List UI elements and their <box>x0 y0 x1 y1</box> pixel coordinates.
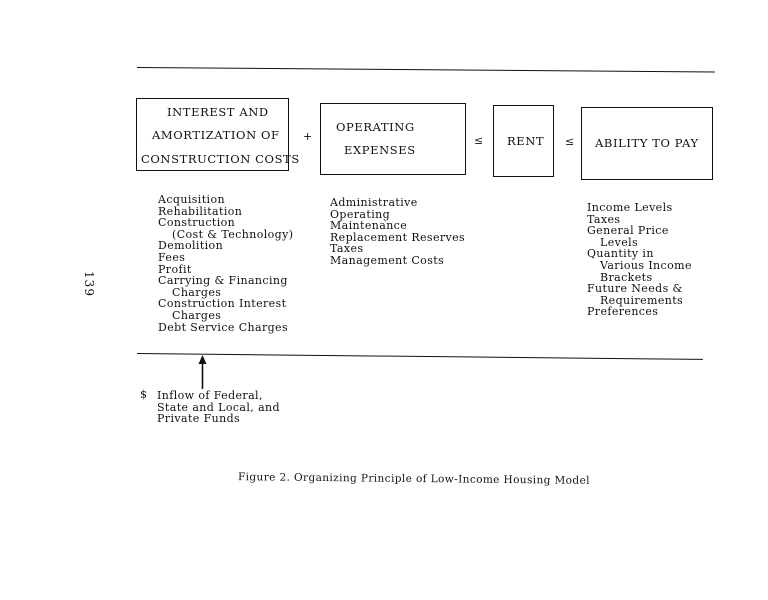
list-item: Profit <box>158 262 192 276</box>
operating-box-line-1: OPERATING <box>336 120 415 134</box>
interest-amortization-box <box>136 98 300 171</box>
inflow-text <box>157 390 280 425</box>
operating-component-list <box>330 197 465 267</box>
list-item: Operating <box>330 207 391 221</box>
less-equal-operator-2: ≤ <box>565 135 575 148</box>
list-item: Fees <box>158 250 186 264</box>
list-item: General Price <box>587 224 669 238</box>
inflow-arrow <box>195 355 211 391</box>
operating-box-line-2: EXPENSES <box>344 143 416 157</box>
operating-expenses-box <box>320 103 466 175</box>
plus-operator: + <box>303 130 313 143</box>
bottom-rule <box>137 353 703 360</box>
less-equal-operator-1: ≤ <box>474 134 484 147</box>
list-item: Rehabilitation <box>158 204 243 218</box>
list-item: Quantity in <box>587 247 654 261</box>
list-item: Replacement Reserves <box>330 230 466 244</box>
ability-to-pay-box <box>581 107 713 180</box>
list-item: Preferences <box>587 305 659 319</box>
inflow-line: Private Funds <box>157 412 241 426</box>
list-item: Requirements <box>600 293 684 307</box>
inflow-symbol: $ <box>140 388 148 401</box>
list-item: Various Income <box>600 258 692 272</box>
rent-box <box>493 105 554 177</box>
page-number: 139 <box>81 271 96 297</box>
list-item: Future Needs & <box>587 282 683 296</box>
list-item: Maintenance <box>330 219 408 233</box>
arrow-head <box>199 355 207 364</box>
ability-box-label: ABILITY TO PAY <box>595 136 699 150</box>
list-item: Levels <box>600 235 639 249</box>
top-rule <box>137 67 715 73</box>
figure-caption: Figure 2. Organizing Principle of Low-Income Housing Model <box>237 471 591 487</box>
list-item: Carrying & Financing <box>158 274 288 288</box>
ability-component-list <box>587 202 692 318</box>
list-item: Brackets <box>600 270 653 284</box>
list-item: Income Levels <box>587 201 673 214</box>
inflow-line: State and Local, and <box>157 400 280 414</box>
list-item: Taxes <box>330 242 364 256</box>
list-item: Acquisition <box>158 193 225 206</box>
list-item: Charges <box>172 308 222 322</box>
list-item: Management Costs <box>330 253 445 267</box>
interest-box-line-3: CONSTRUCTION COSTS <box>141 152 300 166</box>
list-item: Construction Interest <box>158 297 287 311</box>
list-item: Debt Service Charges <box>158 320 289 334</box>
interest-box-line-1: INTEREST AND <box>167 105 269 119</box>
rent-box-label: RENT <box>507 134 545 148</box>
list-item: Construction <box>158 216 236 230</box>
list-item: Charges <box>172 285 222 299</box>
list-item: Taxes <box>587 212 621 226</box>
list-item: Demolition <box>158 239 224 253</box>
interest-component-list <box>158 194 293 333</box>
list-item: Administrative <box>330 196 418 209</box>
interest-box-line-2: AMORTIZATION OF <box>152 128 280 142</box>
list-item: (Cost & Technology) <box>172 227 294 241</box>
inflow-line: Inflow of Federal, <box>157 389 263 402</box>
